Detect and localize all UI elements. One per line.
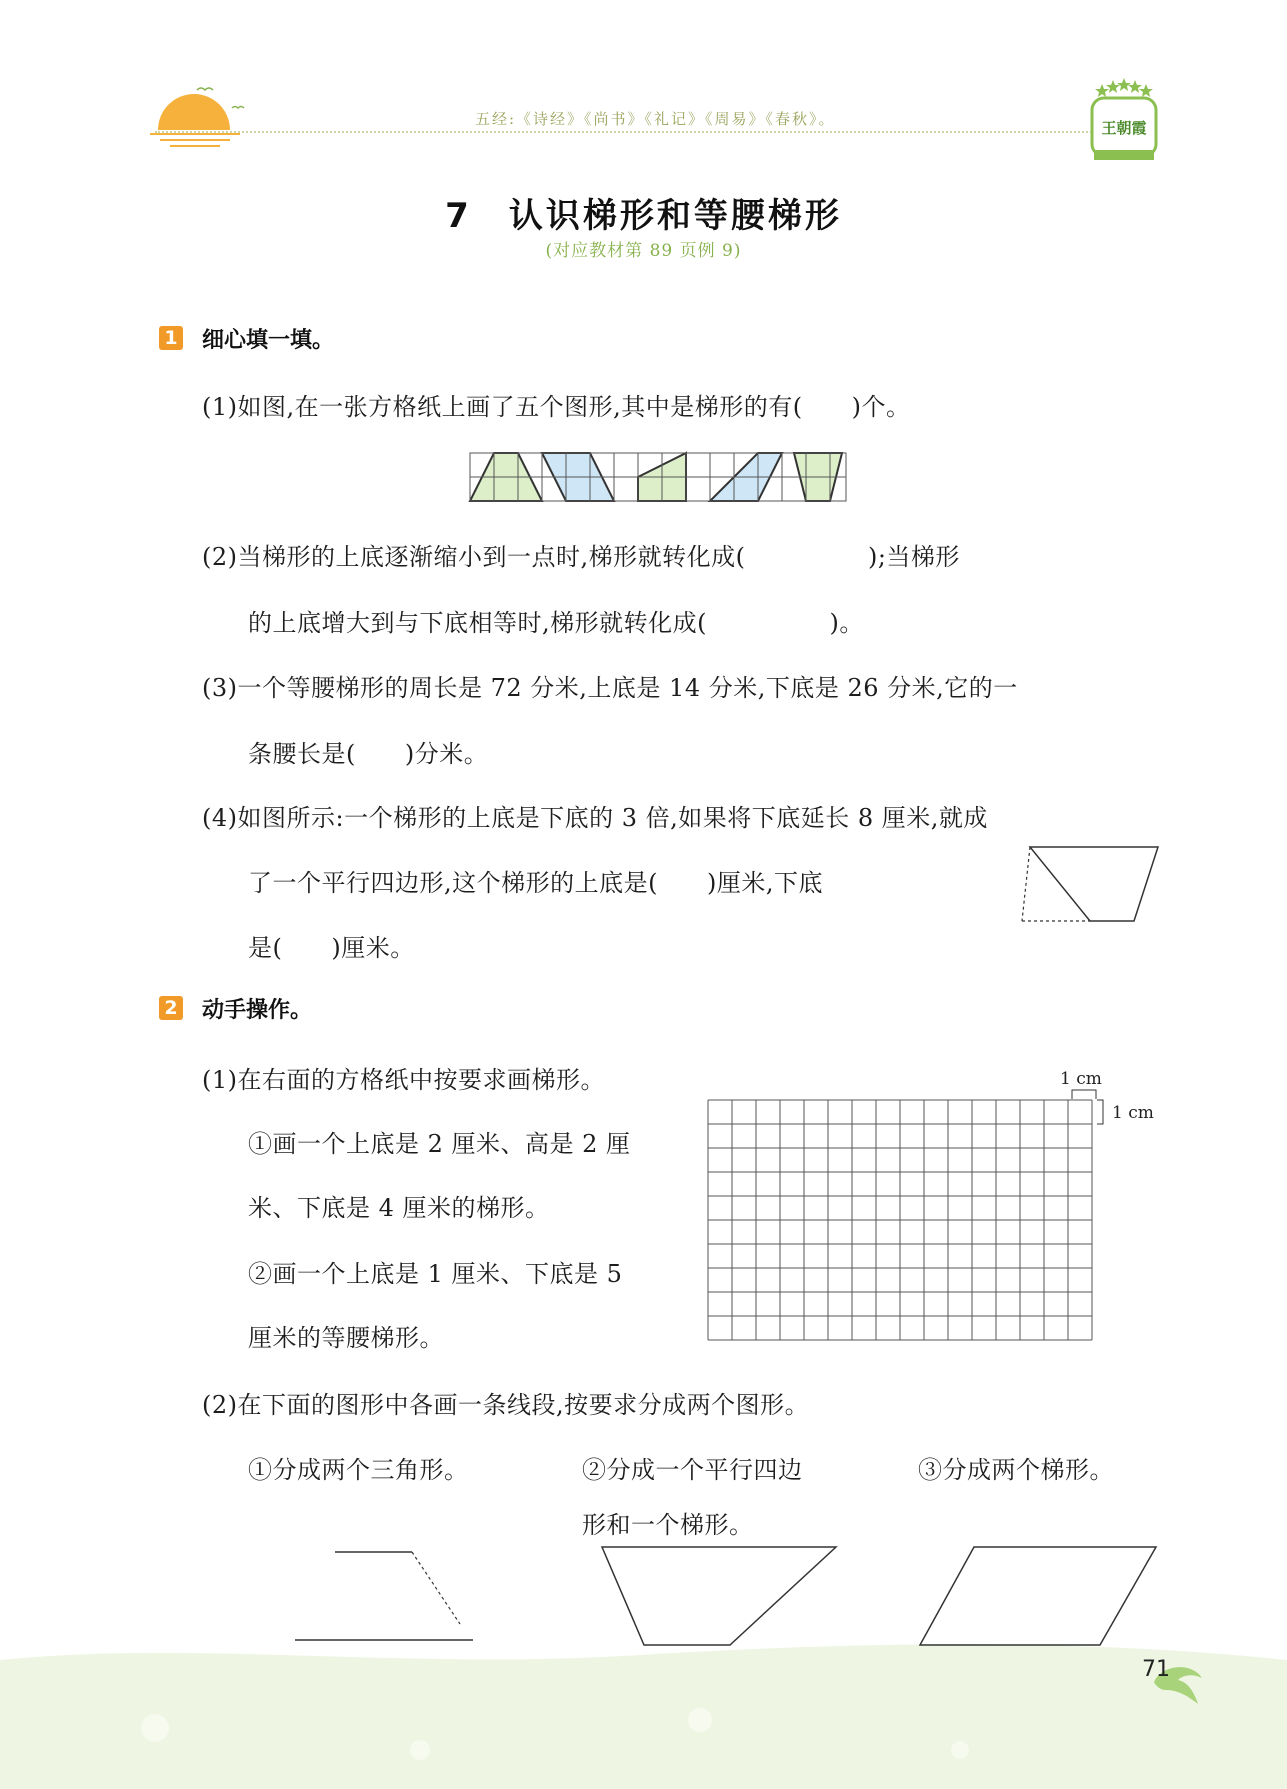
header-divider	[155, 131, 1115, 133]
s2-q1: (1)在右面的方格纸中按要求画梯形。	[202, 1066, 605, 1094]
s2-q1a-line2: 米、下底是 4 厘米的梯形。	[248, 1194, 550, 1222]
grid-unit-vertical: 1 cm	[1112, 1103, 1154, 1123]
s1-q1: (1)如图,在一张方格纸上画了五个图形,其中是梯形的有( )个。	[202, 393, 911, 421]
drawing-grid[interactable]	[708, 1100, 1096, 1336]
grid-unit-horizontal: 1 cm	[1060, 1069, 1102, 1089]
unit-bracket-vertical	[1097, 1100, 1107, 1124]
section-1-title: 细心填一填。	[202, 328, 335, 353]
s2-q2: (2)在下面的图形中各画一条线段,按要求分成两个图形。	[202, 1391, 810, 1419]
figure-c-parallelogram[interactable]	[918, 1545, 1158, 1649]
sunset-icon	[150, 78, 250, 153]
s2-q2a: ①分成两个三角形。	[248, 1456, 469, 1484]
s1-q2-line1: (2)当梯形的上底逐渐缩小到一点时,梯形就转化成( );当梯形	[202, 543, 960, 571]
section-2-title: 动手操作。	[202, 998, 313, 1023]
page-subtitle: (对应教材第 89 页例 9)	[545, 241, 742, 261]
section-1-badge: 1	[159, 326, 183, 350]
s1-q3-line1: (3)一个等腰梯形的周长是 72 分米,上底是 14 分米,下底是 26 分米,它的一	[202, 674, 1018, 702]
s2-q1a-line1: ①画一个上底是 2 厘米、高是 2 厘	[248, 1130, 631, 1158]
s1-q4-line2: 了一个平行四边形,这个梯形的上底是( )厘米,下底	[248, 869, 823, 897]
s2-q1b-line2: 厘米的等腰梯形。	[248, 1324, 444, 1352]
header-quote: 五经:《诗经》《尚书》《礼记》《周易》《春秋》。	[475, 110, 836, 128]
s1-q4-line3: 是( )厘米。	[248, 934, 415, 962]
s2-q2b-line2: 形和一个梯形。	[582, 1511, 754, 1539]
figure-a-trapezoid[interactable]	[295, 1550, 475, 1642]
s2-q2c: ③分成两个梯形。	[918, 1456, 1114, 1484]
trapezoid-extension-figure	[1022, 845, 1162, 925]
figure-b-trapezoid[interactable]	[600, 1545, 840, 1649]
s1-q2-line2: 的上底增大到与下底相等时,梯形就转化成( )。	[248, 609, 864, 637]
unit-bracket-horizontal	[1072, 1088, 1096, 1100]
publisher-logo	[1088, 78, 1160, 170]
s1-q3-line2: 条腰长是( )分米。	[248, 740, 489, 768]
five-shapes-grid-figure	[470, 453, 850, 501]
s1-q4-line1: (4)如图所示:一个梯形的上底是下底的 3 倍,如果将下底延长 8 厘米,就成	[202, 804, 988, 832]
page-number: 71	[1142, 1657, 1170, 1682]
logo-text: 王朝霞	[1101, 119, 1147, 137]
s2-q1b-line1: ②画一个上底是 1 厘米、下底是 5	[248, 1260, 623, 1288]
page-title: 7 认识梯形和等腰梯形	[445, 196, 842, 236]
section-2-badge: 2	[159, 996, 183, 1020]
s2-q2b-line1: ②分成一个平行四边	[582, 1456, 803, 1484]
